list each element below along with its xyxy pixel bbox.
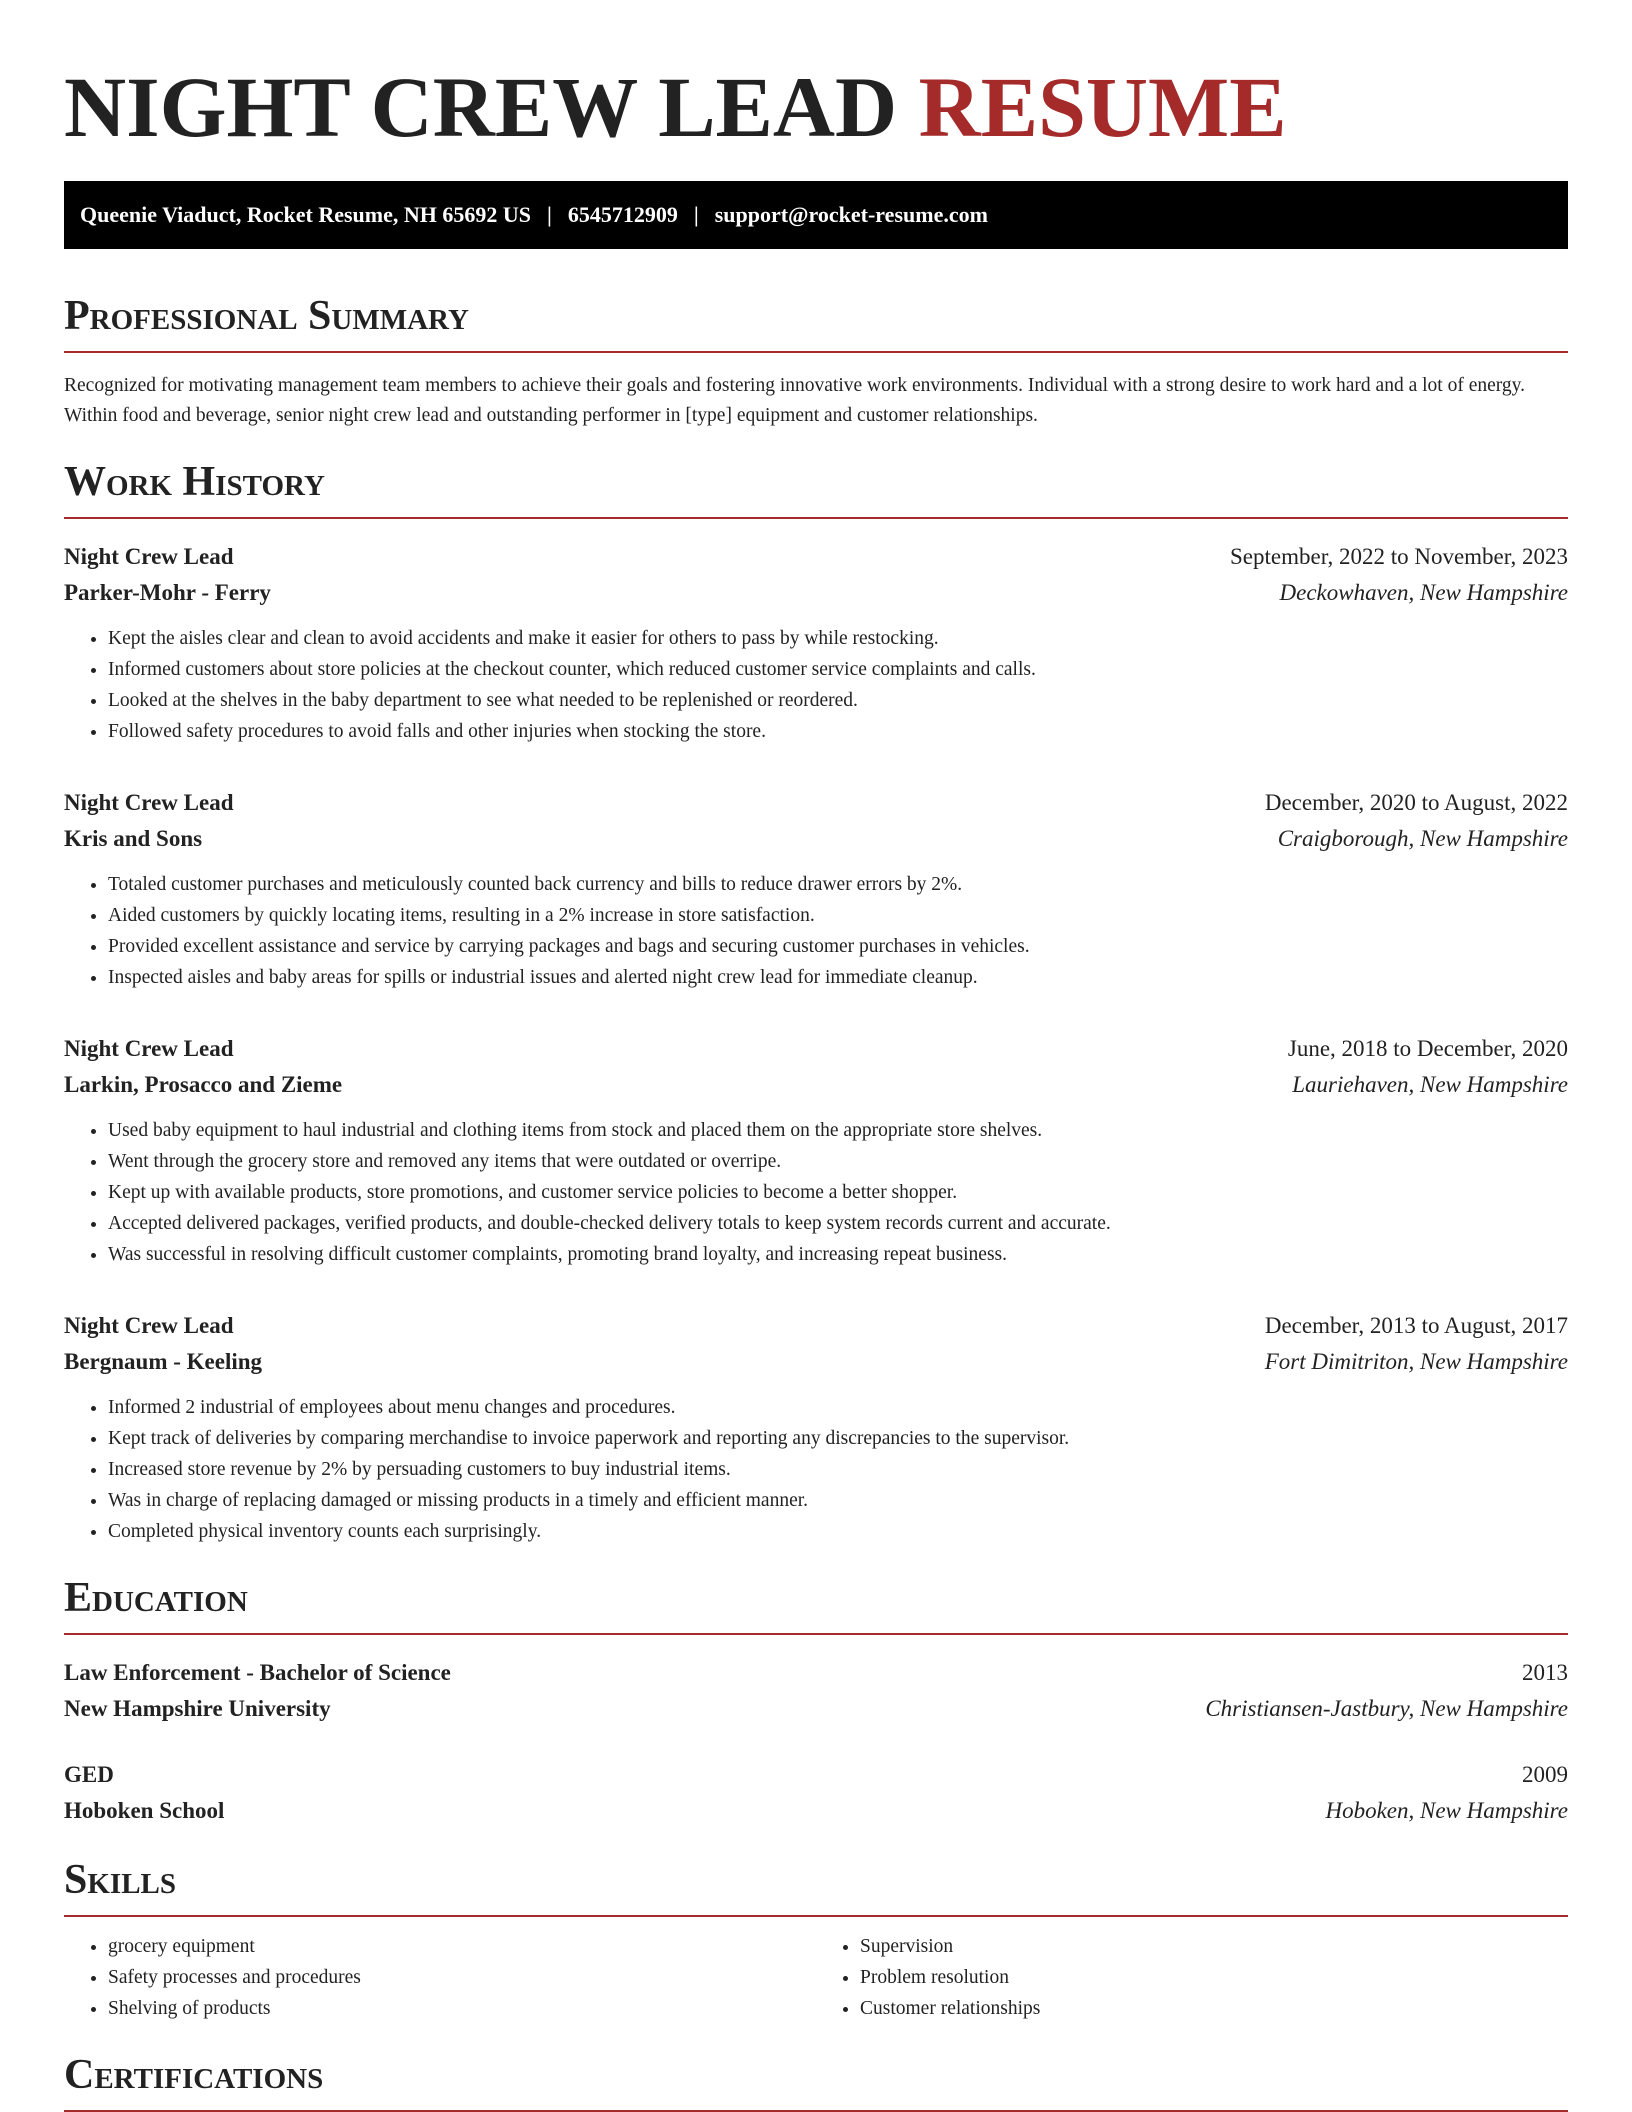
skills-grid xyxy=(64,1931,1568,2024)
job-title: Night Crew Lead xyxy=(64,790,234,816)
job-bullet: • Accepted delivered packages, verified products, and double-checked delivery totals to keep system records current and accurate. xyxy=(108,1208,1568,1239)
job-company: Bergnaum - Keeling xyxy=(64,1349,263,1375)
job-entry xyxy=(64,785,1568,993)
job-bullet: • Used baby equipment to haul industrial and clothing items from stock and placed them on the appropriate store shelves. xyxy=(108,1115,1568,1146)
resume-page xyxy=(64,0,1568,2112)
job-title: Night Crew Lead xyxy=(64,1036,234,1062)
job-bullets xyxy=(64,869,1568,993)
job-bullet: • Followed safety procedures to avoid falls and other injuries when stocking the store. xyxy=(108,716,1568,747)
job-company: Kris and Sons xyxy=(64,826,203,852)
job-bullet: • Informed customers about store policies at the checkout counter, which reduced customer service complaints and calls. xyxy=(108,654,1568,685)
title-main: NIGHT CREW LEAD xyxy=(64,59,898,155)
job-bullet: • Was in charge of replacing damaged or missing products in a timely and efficient manner. xyxy=(108,1485,1568,1516)
education-location: Hoboken, New Hampshire xyxy=(1325,1798,1568,1824)
job-bullet: • Informed 2 industrial of employees about menu changes and procedures. xyxy=(108,1392,1568,1423)
job-bullet: • Aided customers by quickly locating items, resulting in a 2% increase in store satisfaction. xyxy=(108,900,1568,931)
skill-item: • Problem resolution xyxy=(860,1962,1568,1993)
job-company: Parker-Mohr - Ferry xyxy=(64,580,271,606)
job-bullet: • Was successful in resolving difficult customer complaints, promoting brand loyalty, and increasing repeat business. xyxy=(108,1239,1568,1270)
job-entry xyxy=(64,1031,1568,1270)
job-bullet: • Completed physical inventory counts each surprisingly. xyxy=(108,1516,1568,1547)
job-bullet: • Looked at the shelves in the baby department to see what needed to be replenished or reordered. xyxy=(108,685,1568,716)
job-bullets xyxy=(64,1392,1568,1547)
contact-bar xyxy=(64,181,1568,249)
section-heading: Professional Summary xyxy=(64,295,1568,353)
title-accent: RESUME xyxy=(918,59,1287,155)
education-entry xyxy=(64,1757,1568,1829)
certifications-section xyxy=(64,2054,1568,2112)
job-bullets xyxy=(64,623,1568,747)
education-degree: GED xyxy=(64,1762,114,1788)
job-bullet: • Kept up with available products, store promotions, and customer service policies to become a better shopper. xyxy=(108,1177,1568,1208)
job-location: Deckowhaven, New Hampshire xyxy=(1279,580,1568,606)
resume-title xyxy=(64,56,1568,159)
section-heading: Education xyxy=(64,1577,1568,1635)
work-history-section xyxy=(64,461,1568,1547)
section-heading: Skills xyxy=(64,1859,1568,1917)
job-entry xyxy=(64,539,1568,747)
job-company: Larkin, Prosacco and Zieme xyxy=(64,1072,343,1098)
skills-column-right xyxy=(816,1931,1568,2024)
summary-section xyxy=(64,295,1568,431)
skill-item: • grocery equipment xyxy=(108,1931,816,1962)
job-location: Lauriehaven, New Hampshire xyxy=(1292,1072,1568,1098)
job-location: Fort Dimitriton, New Hampshire xyxy=(1264,1349,1568,1375)
education-degree: Law Enforcement - Bachelor of Science xyxy=(64,1660,451,1686)
job-bullet: • Totaled customer purchases and meticulously counted back currency and bills to reduce drawer errors by 2%. xyxy=(108,869,1568,900)
education-year: 2013 xyxy=(1522,1660,1568,1686)
skill-item: • Shelving of products xyxy=(108,1993,816,2024)
contact-separator: | xyxy=(693,202,699,228)
contact-address: Queenie Viaduct, Rocket Resume, NH 65692 US xyxy=(80,202,531,228)
summary-text: Recognized for motivating management team members to achieve their goals and fostering innovative work environments. Individual with a strong desire to work hard and a lot of energy. Within food and beverage, senior night crew lead and outstanding performer in [type] equipment and customer relationships. xyxy=(64,375,1526,427)
job-bullet: • Kept the aisles clear and clean to avoid accidents and make it easier for others to pass by while restocking. xyxy=(108,623,1568,654)
section-heading: Certifications xyxy=(64,2054,1568,2112)
skills-section xyxy=(64,1859,1568,2024)
education-entry xyxy=(64,1655,1568,1727)
education-year: 2009 xyxy=(1522,1762,1568,1788)
job-bullet: • Inspected aisles and baby areas for spills or industrial issues and alerted night crew lead for immediate cleanup. xyxy=(108,962,1568,993)
skills-column-left xyxy=(64,1931,816,2024)
education-location: Christiansen-Jastbury, New Hampshire xyxy=(1205,1696,1568,1722)
education-school: Hoboken School xyxy=(64,1798,225,1824)
contact-separator: | xyxy=(546,202,552,228)
skill-item: • Customer relationships xyxy=(860,1993,1568,2024)
education-school: New Hampshire University xyxy=(64,1696,331,1722)
job-bullet: • Increased store revenue by 2% by persuading customers to buy industrial items. xyxy=(108,1454,1568,1485)
job-bullets xyxy=(64,1115,1568,1270)
job-dates: December, 2013 to August, 2017 xyxy=(1264,1313,1568,1339)
skill-item: • Safety processes and procedures xyxy=(108,1962,816,1993)
job-title: Night Crew Lead xyxy=(64,544,234,570)
job-title: Night Crew Lead xyxy=(64,1313,234,1339)
job-dates: June, 2018 to December, 2020 xyxy=(1287,1036,1568,1062)
contact-phone[interactable]: 6545712909 xyxy=(567,202,678,228)
job-location: Craigborough, New Hampshire xyxy=(1277,826,1568,852)
job-dates: September, 2022 to November, 2023 xyxy=(1230,544,1568,570)
contact-email[interactable]: support@rocket-resume.com xyxy=(714,202,988,228)
job-entry xyxy=(64,1308,1568,1547)
job-bullet: • Kept track of deliveries by comparing merchandise to invoice paperwork and reporting any discrepancies to the supervisor. xyxy=(108,1423,1568,1454)
skill-item: • Supervision xyxy=(860,1931,1568,1962)
section-heading: Work History xyxy=(64,461,1568,519)
job-bullet: • Provided excellent assistance and service by carrying packages and bags and securing customer purchases in vehicles. xyxy=(108,931,1568,962)
education-section xyxy=(64,1577,1568,1829)
job-dates: December, 2020 to August, 2022 xyxy=(1264,790,1568,816)
job-bullet: • Went through the grocery store and removed any items that were outdated or overripe. xyxy=(108,1146,1568,1177)
